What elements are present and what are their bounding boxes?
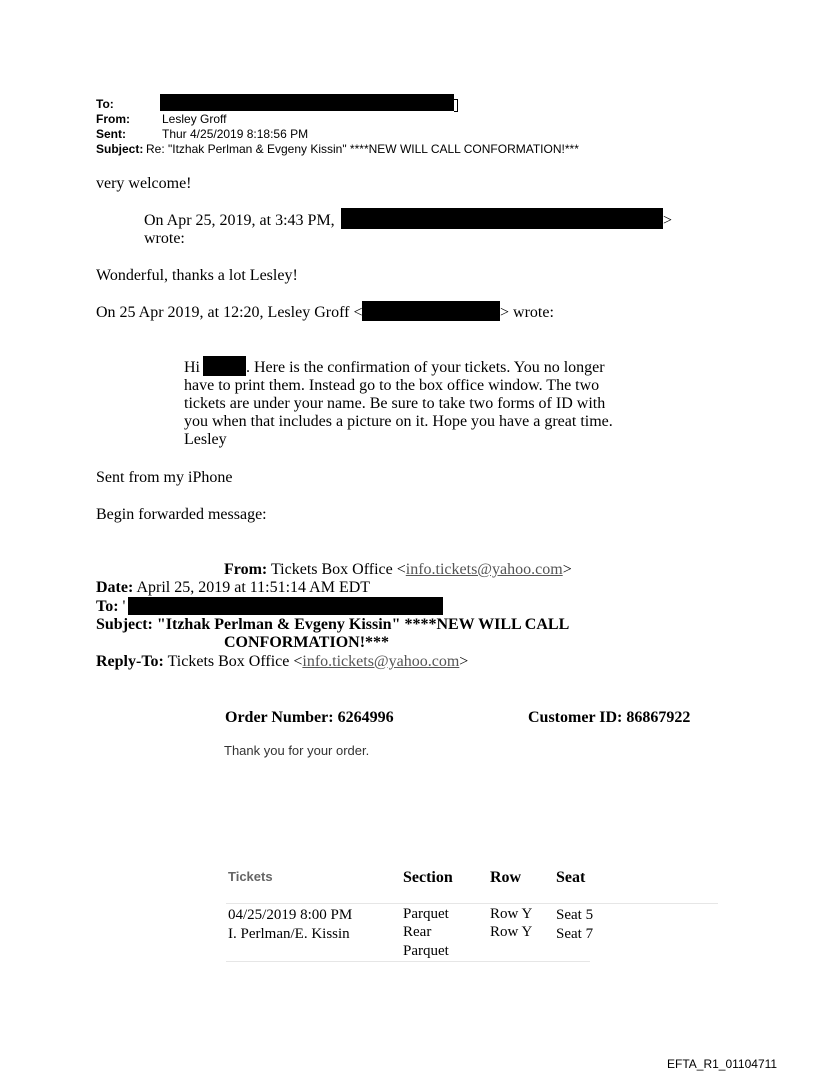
- sent-from-iphone: Sent from my iPhone: [96, 469, 233, 486]
- header-subject-row: [96, 142, 579, 156]
- header-from-value: Lesley Groff: [162, 112, 227, 126]
- ticket-row-1: Row Y: [490, 906, 533, 922]
- quote1-wrote: wrote:: [144, 230, 185, 247]
- redaction-bracket: [454, 99, 458, 112]
- fwd-from-label: From:: [224, 561, 268, 578]
- ticket-event-date: 04/25/2019 8:00 PM: [228, 907, 353, 923]
- header-to-row: [96, 97, 162, 111]
- quote1-prefix: On Apr 25, 2019, at 3:43 PM,: [144, 212, 335, 229]
- header-to-label: To:: [96, 97, 114, 111]
- redaction-fwd-to: [128, 597, 443, 615]
- doc-id: EFTA_R1_01104711: [667, 1057, 778, 1071]
- quote1-suffix: >: [663, 212, 673, 229]
- fwd-replyto-row: [96, 653, 468, 671]
- table-header-divider: [226, 903, 718, 904]
- msg-line4: you when that includes a picture on it. Hope you have a great time.: [184, 413, 613, 430]
- fwd-from-row: [224, 561, 572, 579]
- fwd-subject-label: Subject:: [96, 616, 153, 633]
- header-subject-value: Re: "Itzhak Perlman & Evgeny Kissin" ****NEW WILL CALL CONFORMATION!***: [146, 142, 579, 156]
- customer-id: Customer ID: 86867922: [528, 709, 691, 726]
- ticket-section-2: Rear: [403, 924, 432, 940]
- header-from-label: From:: [96, 112, 130, 126]
- ticket-row-2: Row Y: [490, 924, 533, 940]
- fwd-replyto-name: Tickets Box Office <: [167, 653, 303, 670]
- fwd-date-row: [96, 579, 370, 597]
- fwd-date-label: Date:: [96, 579, 134, 596]
- header-sent-row: [96, 127, 308, 141]
- redaction-to: [160, 94, 454, 111]
- msg-line5: Lesley: [184, 431, 227, 448]
- ticket-seat-2: Seat 7: [556, 926, 594, 942]
- redaction-quote1-email: [341, 208, 663, 229]
- ticket-seat-1: Seat 5: [556, 907, 594, 923]
- table-bottom-divider: [226, 961, 590, 962]
- fwd-from-close: >: [562, 561, 572, 578]
- fwd-to-label: To:: [96, 598, 119, 615]
- col-header-seat: Seat: [556, 869, 586, 886]
- header-sent-value: Thur 4/25/2019 8:18:56 PM: [162, 127, 309, 141]
- ticket-event-name: I. Perlman/E. Kissin: [228, 926, 350, 942]
- order-number: Order Number: 6264996: [225, 709, 394, 726]
- msg-line1: . Here is the confirmation of your tickets. You no longer: [246, 359, 605, 376]
- header-subject-label: Subject:: [96, 142, 144, 156]
- col-header-tickets: Tickets: [228, 869, 273, 884]
- body-line-thanks: Wonderful, thanks a lot Lesley!: [96, 267, 298, 284]
- body-line-welcome: very welcome!: [96, 175, 192, 192]
- fwd-to-row: [96, 598, 125, 616]
- msg-line2: have to print them. Instead go to the box office window. The two: [184, 377, 600, 394]
- fwd-subject-line2-row: [224, 634, 389, 652]
- fwd-subject-line2: CONFORMATION!***: [224, 634, 390, 651]
- redaction-msg-name: [203, 356, 246, 376]
- fwd-date-value: April 25, 2019 at 11:51:14 AM EDT: [136, 579, 371, 596]
- header-from-row: [96, 112, 226, 126]
- fwd-from-name: Tickets Box Office <: [270, 561, 406, 578]
- fwd-to-value: ': [122, 598, 126, 615]
- ticket-section-3: Parquet: [403, 943, 449, 959]
- quote2-suffix: > wrote:: [500, 304, 554, 321]
- begin-forwarded: Begin forwarded message:: [96, 506, 267, 523]
- fwd-replyto-close: >: [459, 653, 469, 670]
- quote2-prefix: On 25 Apr 2019, at 12:20, Lesley Groff <: [96, 304, 363, 321]
- thank-you-text: Thank you for your order.: [224, 743, 370, 758]
- fwd-subject-row: [96, 616, 569, 634]
- redaction-quote2-email: [362, 301, 500, 321]
- col-header-section: Section: [403, 869, 453, 886]
- col-header-row: Row: [490, 869, 522, 886]
- header-sent-label: Sent:: [96, 127, 126, 141]
- fwd-replyto-label: Reply-To:: [96, 653, 164, 670]
- fwd-subject-line1: "Itzhak Perlman & Evgeny Kissin" ****NEW WILL CALL: [156, 616, 570, 633]
- msg-hi: Hi: [184, 359, 200, 376]
- msg-line3: tickets are under your name. Be sure to take two forms of ID with: [184, 395, 606, 412]
- fwd-from-email-link[interactable]: info.tickets@yahoo.com: [405, 561, 563, 578]
- ticket-section-1: Parquet: [403, 906, 449, 922]
- fwd-replyto-email-link[interactable]: info.tickets@yahoo.com: [302, 653, 460, 670]
